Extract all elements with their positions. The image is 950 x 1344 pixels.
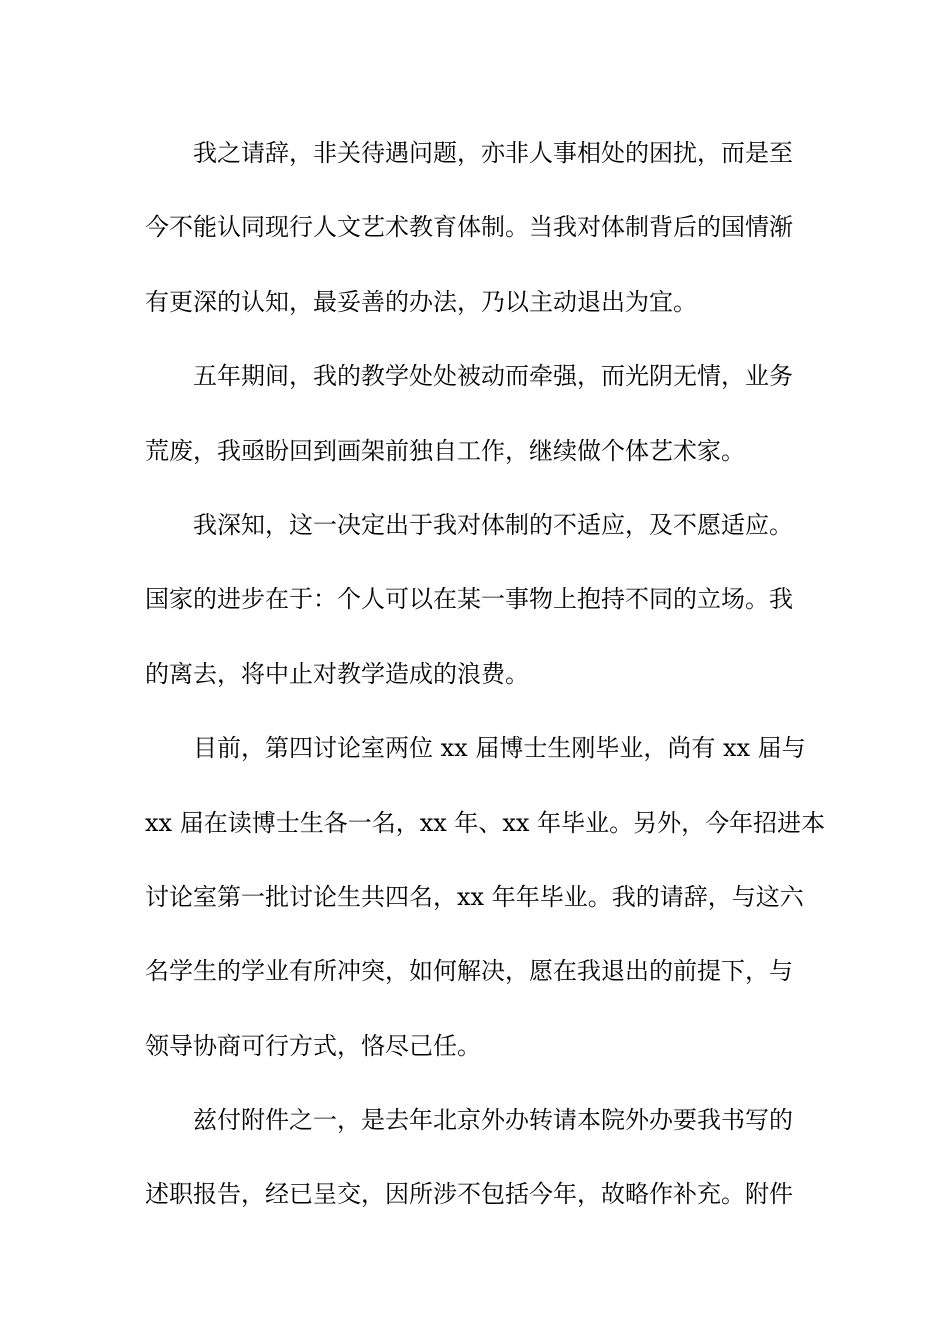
text-line: 名学生的学业有所冲突，如何解决，愿在我退出的前提下，与 <box>145 957 793 986</box>
text-line: 我之请辞，非关待遇问题，亦非人事相处的困扰，而是至 <box>193 139 793 167</box>
text-line: 有更深的认知，最妥善的办法，乃以主动退出为宜。 <box>145 287 697 316</box>
text-line: xx 届在读博士生各一名，xx 年、xx 年毕业。另外，今年招进本 <box>145 808 826 837</box>
text-line: 目前，第四讨论室两位 xx 届博士生刚毕业，尚有 xx 届与 <box>193 734 806 763</box>
paragraph-4 <box>145 723 826 1095</box>
text-line: 国家的进步在于：个人可以在某一事物上抱持不同的立场。我 <box>145 585 793 614</box>
text-line: 讨论室第一批讨论生共四名，xx 年年毕业。我的请辞，与这六 <box>145 882 804 911</box>
paragraph-5 <box>145 1095 807 1244</box>
text-line: 荒废，我亟盼回到画架前独自工作，继续做个体艺术家。 <box>145 436 745 465</box>
paragraph-2 <box>145 351 807 500</box>
paragraph-3 <box>145 500 807 723</box>
text-line: 我深知，这一决定出于我对体制的不适应，及不愿适应。 <box>193 510 793 539</box>
text-line: 领导协商可行方式，恪尽己任。 <box>145 1031 481 1060</box>
text-line: 的离去，将中止对教学造成的浪费。 <box>145 659 529 688</box>
document-body <box>145 128 826 1244</box>
paragraph-1 <box>145 128 807 351</box>
text-line: 兹付附件之一，是去年北京外办转请本院外办要我书写的 <box>193 1106 793 1135</box>
text-line: 今不能认同现行人文艺术教育体制。当我对体制背后的国情渐 <box>145 213 793 242</box>
text-line: 五年期间，我的教学处处被动而牵强，而光阴无情，业务 <box>193 362 793 391</box>
text-line: 述职报告，经已呈交，因所涉不包括今年，故略作补充。附件 <box>145 1180 793 1209</box>
